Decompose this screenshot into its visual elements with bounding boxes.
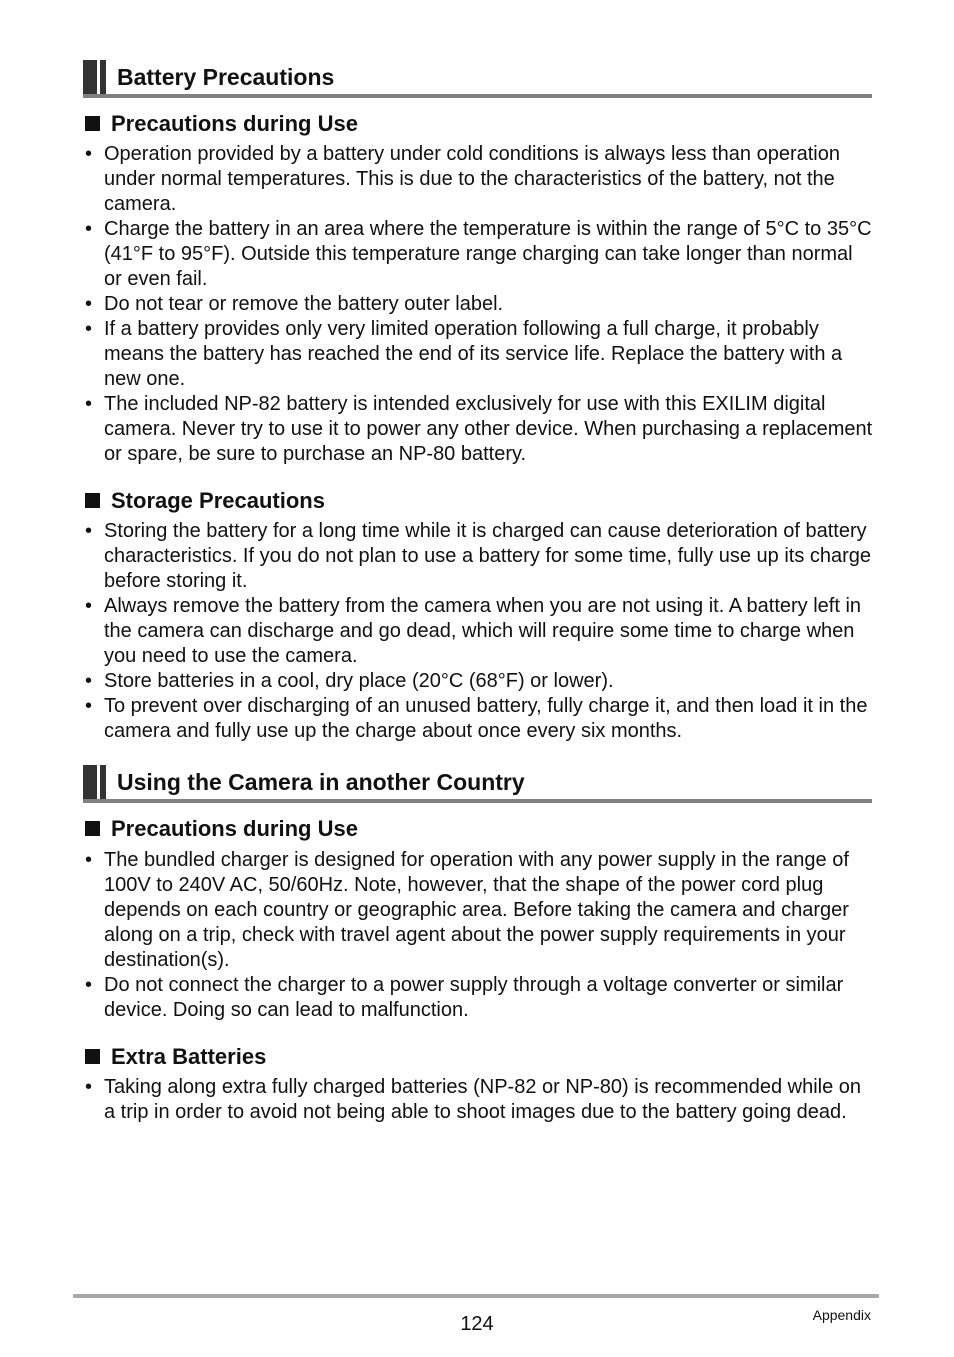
- list-item: • Always remove the battery from the camera when you are not using it. A battery left in the camera can discharge and go dead, which will require some time to charge when you need to use the camera.: [83, 594, 873, 669]
- list-item: • Store batteries in a cool, dry place (20°C (68°F) or lower).: [83, 669, 873, 694]
- bullet-list-use: [83, 142, 873, 467]
- footer-rule: [73, 1294, 879, 1298]
- square-bullet-icon: [85, 821, 100, 836]
- list-item: • Operation provided by a battery under cold conditions is always less than operation under normal temperatures. This is due to the characteristics of the battery, not the camera.: [83, 142, 873, 217]
- square-bullet-icon: [85, 116, 100, 131]
- subheading-text: Storage Precautions: [111, 488, 325, 513]
- page-number: 124: [460, 1313, 494, 1335]
- list-item: • Charge the battery in an area where the temperature is within the range of 5°C to 35°C (41°F to 95°F). Outside this temperature range charging can take longer than normal or even fail.: [83, 217, 873, 292]
- square-bullet-icon: [85, 493, 100, 508]
- heading-marker: [83, 765, 97, 799]
- bullet-list-storage: [83, 519, 873, 744]
- section-title: Battery Precautions: [117, 64, 335, 90]
- list-item: • Do not connect the charger to a power supply through a voltage converter or similar device. Doing so can lead to malfunction.: [83, 973, 873, 1023]
- heading-rule: [83, 799, 872, 803]
- heading-marker: [83, 60, 97, 94]
- subheading-extra-batteries: [85, 1044, 266, 1070]
- section-heading-another-country: [83, 765, 872, 803]
- list-item: • If a battery provides only very limited operation following a full charge, it probably means the battery has reached the end of its service life. Replace the battery with a new one.: [83, 317, 873, 392]
- subheading-storage-precautions: [85, 488, 325, 514]
- heading-marker: [100, 60, 106, 94]
- list-item: • To prevent over discharging of an unused battery, fully charge it, and then load it in the camera and fully use up the charge about once every six months.: [83, 694, 873, 744]
- heading-marker: [100, 765, 106, 799]
- list-item: • Do not tear or remove the battery outer label.: [83, 292, 873, 317]
- list-item: • The bundled charger is designed for operation with any power supply in the range of 100V to 240V AC, 50/60Hz. Note, however, that the shape of the power cord plug depends on each country or geographic area. Before taking the camera and charger along on a trip, check with travel agent about the power supply requirements in your destination(s).: [83, 848, 873, 973]
- list-item: • Storing the battery for a long time while it is charged can cause deterioration of battery characteristics. If you do not plan to use a battery for some time, fully use up its charge before storing it.: [83, 519, 873, 594]
- subheading-text: Precautions during Use: [111, 816, 358, 841]
- subheading-text: Extra Batteries: [111, 1044, 267, 1069]
- bullet-list-extra: [83, 1075, 873, 1125]
- section-title: Using the Camera in another Country: [117, 769, 525, 795]
- list-item: • Taking along extra fully charged batteries (NP-82 or NP-80) is recommended while on a trip in order to avoid not being able to shoot images due to the battery going dead.: [83, 1075, 873, 1125]
- section-heading-battery-precautions: [83, 60, 872, 98]
- square-bullet-icon: [85, 1049, 100, 1064]
- subheading-precautions-during-use: [85, 111, 358, 137]
- subheading-precautions-during-use: [85, 816, 358, 842]
- footer-section-label: Appendix: [812, 1307, 871, 1323]
- list-item: • The included NP-82 battery is intended exclusively for use with this EXILIM digital camera. Never try to use it to power any other device. When purchasing a replacement or spare, be sure to purchase an NP-80 battery.: [83, 392, 873, 467]
- heading-rule: [83, 94, 872, 98]
- subheading-text: Precautions during Use: [111, 111, 358, 136]
- bullet-list-country-use: [83, 848, 873, 1023]
